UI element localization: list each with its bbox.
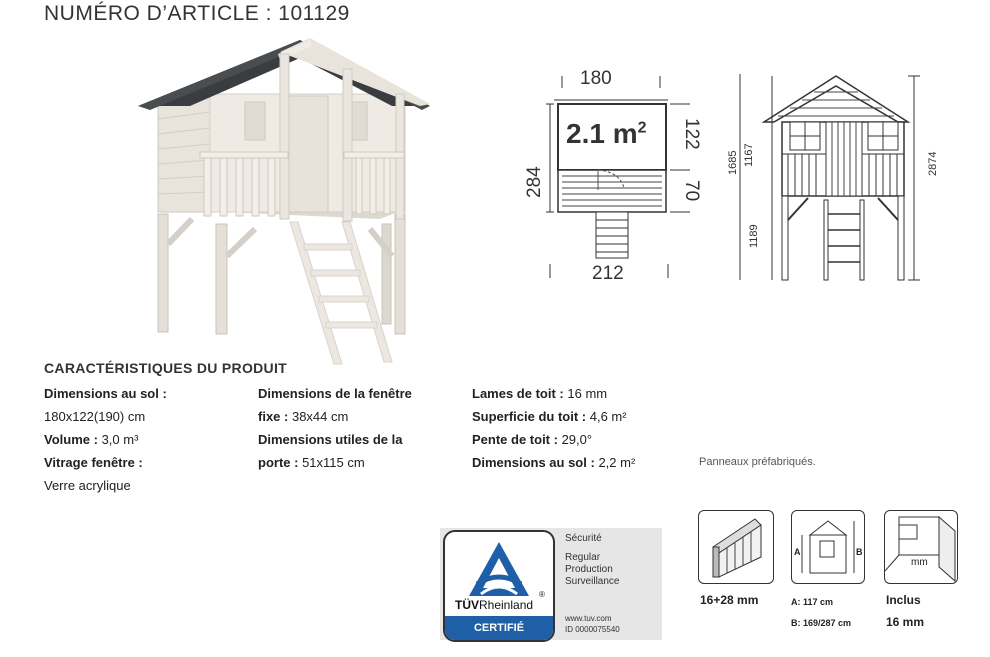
plan-depth-main-rot: 122 xyxy=(681,118,702,150)
plan-area-sup: 2 xyxy=(637,119,647,137)
floor-dims-value: 180x122(190) cm xyxy=(44,409,146,424)
elevation-total-height: 2874 xyxy=(927,151,939,176)
elevation-roof-height: 1685 xyxy=(727,150,739,175)
door-dims-label-2: porte : xyxy=(258,455,299,470)
tuv-security: Sécurité xyxy=(565,533,602,544)
plan-depth-porch: 70 xyxy=(681,180,702,202)
wall-thickness-icon xyxy=(698,510,774,584)
house-dimensions-icon xyxy=(791,510,865,584)
roof-area-label: Superficie du toit : xyxy=(472,409,587,424)
door-dims-value: 51x115 cm xyxy=(302,455,365,470)
roof-boards-label: Lames de toit : xyxy=(472,386,564,401)
roof-boards-value: 16 mm xyxy=(567,386,608,401)
roof-pitch-label: Pente de toit : xyxy=(472,432,558,447)
article-number-title: NUMÉRO D’ARTICLE : 101129 xyxy=(44,2,350,25)
plan-top-width: 180 xyxy=(580,68,612,89)
house-dim-b-caption: B: 169/287 cm xyxy=(791,618,852,628)
features-col-1 xyxy=(44,382,167,497)
house-dim-a-marker: A xyxy=(794,547,801,557)
tuv-certified-band: CERTIFIÉ xyxy=(445,616,553,640)
prefab-panels-note: Panneaux préfabriqués. xyxy=(699,456,816,468)
volume-value: 3,0 m³ xyxy=(101,432,139,447)
tuv-url: www.tuv.com xyxy=(565,614,612,623)
plan-area xyxy=(566,118,647,150)
roof-boards-unit: mm xyxy=(911,557,928,568)
plan-bottom-width: 212 xyxy=(592,263,624,284)
features-col-2 xyxy=(258,382,412,474)
tuv-certification-badge xyxy=(440,528,662,640)
tuv-production: Production xyxy=(565,564,613,575)
tuv-surveillance: Surveillance xyxy=(565,576,620,587)
floor-plan-diagram xyxy=(520,64,700,290)
window-dims-value: 38x44 cm xyxy=(291,409,349,424)
floor-area-label: Dimensions au sol : xyxy=(472,455,595,470)
roof-included-caption: Inclus xyxy=(886,593,921,607)
plan-total-depth: 284 xyxy=(524,166,545,198)
tuv-logo xyxy=(443,530,555,642)
wall-thickness-caption: 16+28 mm xyxy=(700,593,759,607)
glazing-value: Verre acrylique xyxy=(44,478,131,493)
tuv-brand xyxy=(455,598,533,612)
tuv-brand-tuv: TÜV xyxy=(455,598,479,612)
floor-area-value: 2,2 m² xyxy=(598,455,636,470)
elevation-wall-height: 1167 xyxy=(743,143,755,167)
roof-pitch-value: 29,0° xyxy=(561,432,593,447)
features-heading: CARACTÉRISTIQUES DU PRODUIT xyxy=(44,360,287,376)
features-col-3 xyxy=(472,382,635,474)
door-dims-label-1: Dimensions utiles de la xyxy=(258,432,403,447)
house-dim-a-caption: A: 117 cm xyxy=(791,597,834,607)
tuv-regular: Regular xyxy=(565,552,601,563)
window-dims-label-2: fixe : xyxy=(258,409,289,424)
playhouse-illustration xyxy=(130,34,440,374)
glazing-label: Vitrage fenêtre : xyxy=(44,455,143,470)
window-dims-label-1: Dimensions de la fenêtre xyxy=(258,386,412,401)
house-dim-b-marker: B xyxy=(856,547,863,557)
roof-boards-icon xyxy=(884,510,958,584)
tuv-registered-mark: ® xyxy=(539,590,545,599)
volume-label: Volume : xyxy=(44,432,98,447)
tuv-triangle-icon xyxy=(467,540,531,598)
elevation-post-height: 1189 xyxy=(748,224,760,248)
tuv-brand-rheinland: Rheinland xyxy=(479,598,534,612)
floor-dims-label: Dimensions au sol : xyxy=(44,386,167,401)
plan-area-value: 2.1 m xyxy=(566,118,638,149)
roof-thickness-caption: 16 mm xyxy=(886,615,925,629)
tuv-id: ID 0000075540 xyxy=(565,625,620,634)
roof-area-value: 4,6 m² xyxy=(589,409,627,424)
elevation-diagram xyxy=(738,70,938,290)
